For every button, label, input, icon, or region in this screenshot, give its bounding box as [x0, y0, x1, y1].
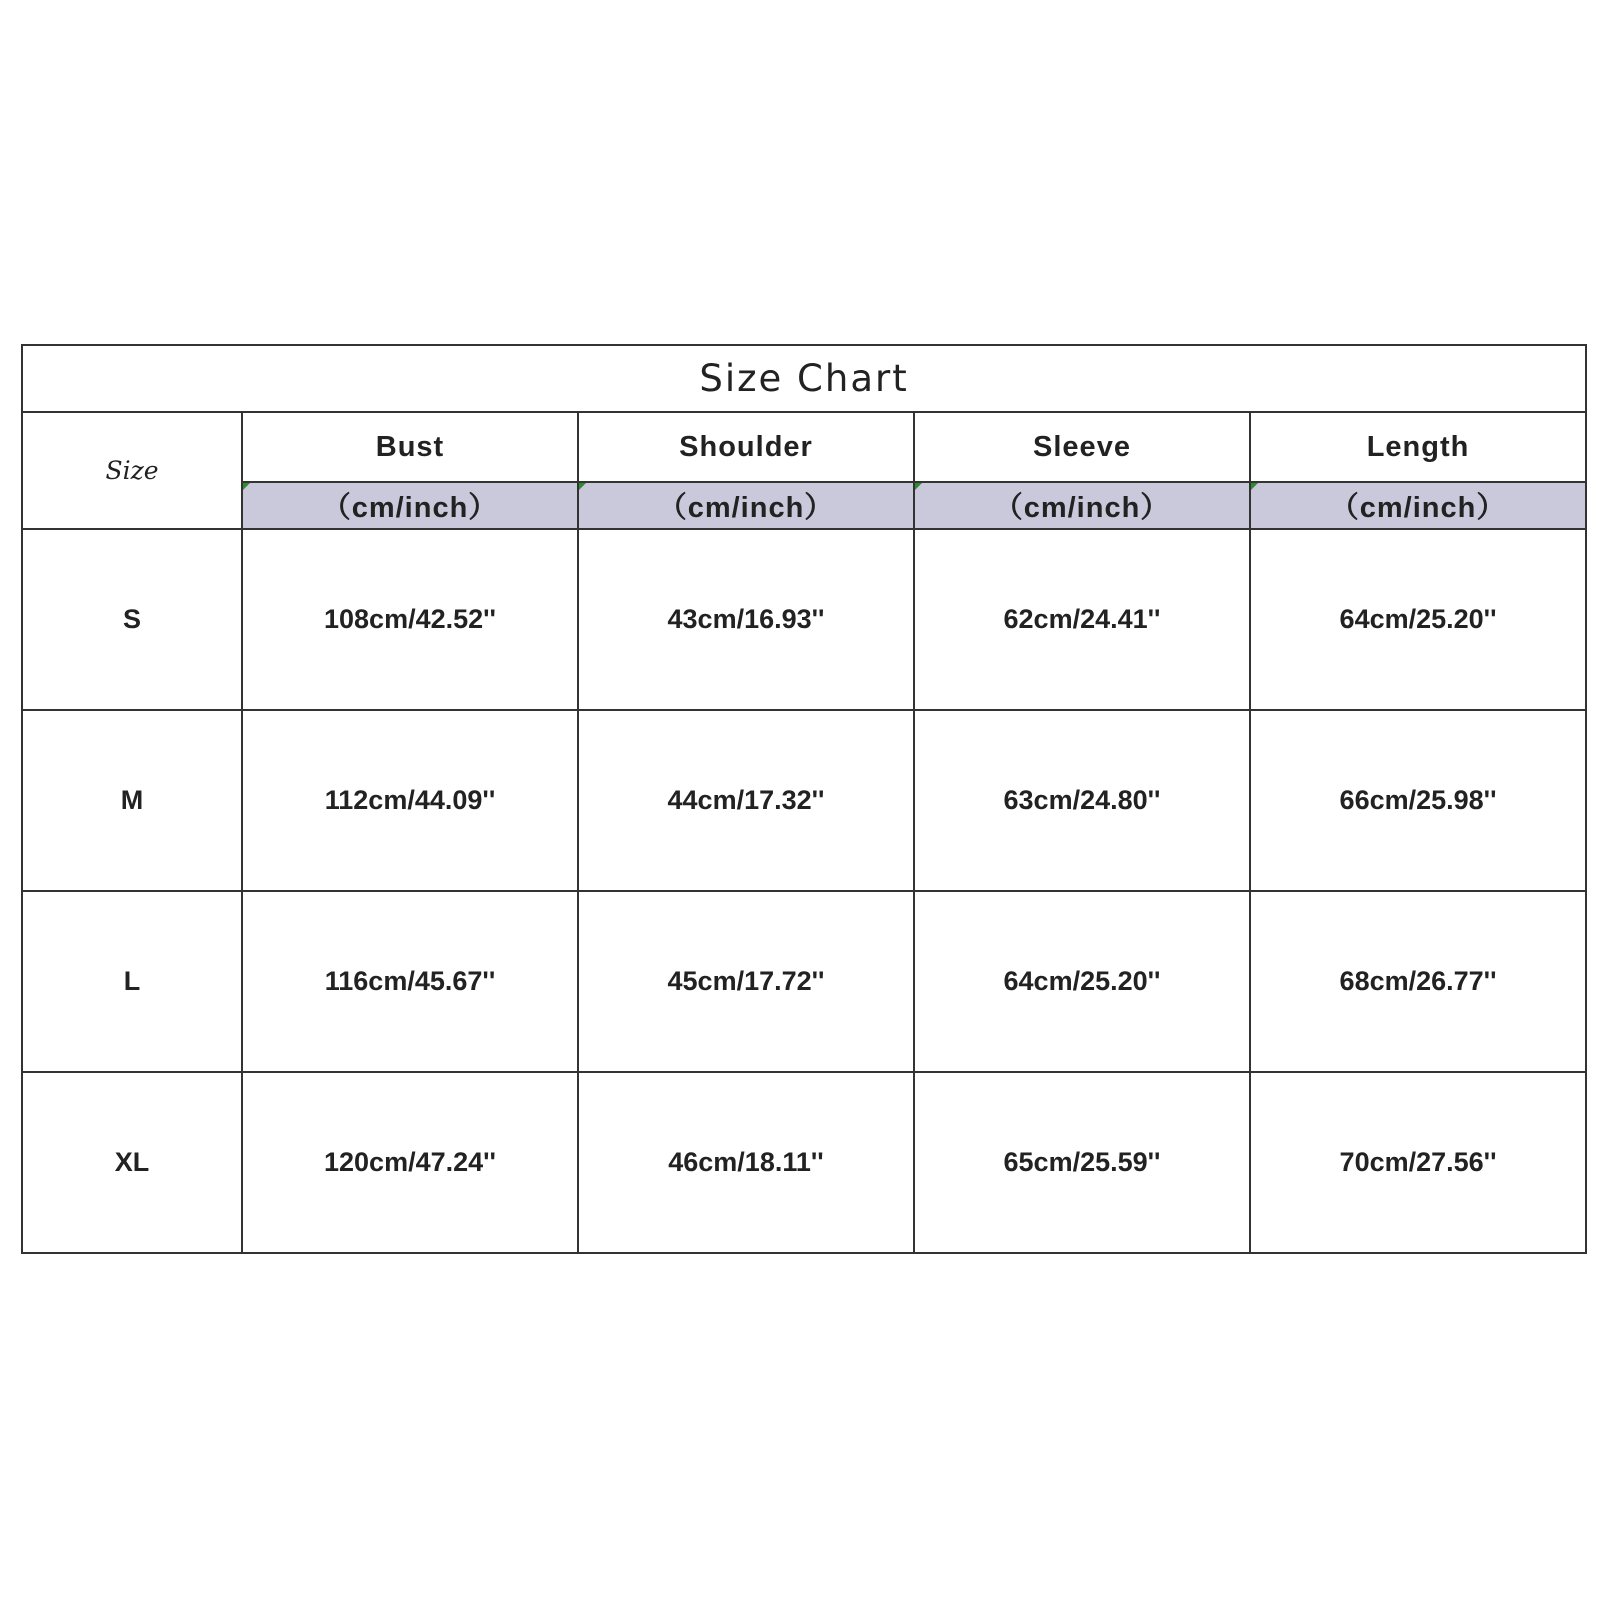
- size-label: L: [22, 891, 242, 1072]
- table-cell: 120cm/47.24'': [242, 1072, 578, 1253]
- column-header-sleeve: Sleeve: [914, 412, 1250, 482]
- table-row: [22, 529, 1586, 710]
- size-chart-table: [21, 344, 1587, 1254]
- unit-label: （cm/inch）: [993, 492, 1171, 524]
- table-cell: 43cm/16.93'': [578, 529, 914, 710]
- title-row: [22, 345, 1586, 412]
- unit-row: [22, 482, 1586, 529]
- unit-label: （cm/inch）: [657, 492, 835, 524]
- table-cell: 64cm/25.20'': [914, 891, 1250, 1072]
- table-cell: 63cm/24.80'': [914, 710, 1250, 891]
- table-cell: 112cm/44.09'': [242, 710, 578, 891]
- table-cell: 45cm/17.72'': [578, 891, 914, 1072]
- table-cell: 68cm/26.77'': [1250, 891, 1586, 1072]
- size-label: XL: [22, 1072, 242, 1253]
- column-header-bust: Bust: [242, 412, 578, 482]
- unit-cell-bust: [242, 482, 578, 529]
- unit-cell-length: [1250, 482, 1586, 529]
- unit-cell-shoulder: [578, 482, 914, 529]
- table-row: [22, 1072, 1586, 1253]
- table-cell: 70cm/27.56'': [1250, 1072, 1586, 1253]
- size-column-header: Size: [22, 412, 242, 529]
- column-header-length: Length: [1250, 412, 1586, 482]
- table-cell: 116cm/45.67'': [242, 891, 578, 1072]
- chart-title: Size Chart: [22, 345, 1586, 412]
- corner-mark-icon: [243, 483, 250, 490]
- column-header-row: [22, 412, 1586, 482]
- corner-mark-icon: [579, 483, 586, 490]
- table-cell: 62cm/24.41'': [914, 529, 1250, 710]
- table-cell: 46cm/18.11'': [578, 1072, 914, 1253]
- size-label: M: [22, 710, 242, 891]
- table-cell: 65cm/25.59'': [914, 1072, 1250, 1253]
- table-row: [22, 710, 1586, 891]
- unit-cell-sleeve: [914, 482, 1250, 529]
- unit-label: （cm/inch）: [1329, 492, 1507, 524]
- column-header-shoulder: Shoulder: [578, 412, 914, 482]
- table-cell: 66cm/25.98'': [1250, 710, 1586, 891]
- table-row: [22, 891, 1586, 1072]
- table-cell: 108cm/42.52'': [242, 529, 578, 710]
- table-cell: 64cm/25.20'': [1250, 529, 1586, 710]
- corner-mark-icon: [915, 483, 922, 490]
- table-cell: 44cm/17.32'': [578, 710, 914, 891]
- size-label: S: [22, 529, 242, 710]
- unit-label: （cm/inch）: [321, 492, 499, 524]
- corner-mark-icon: [1251, 483, 1258, 490]
